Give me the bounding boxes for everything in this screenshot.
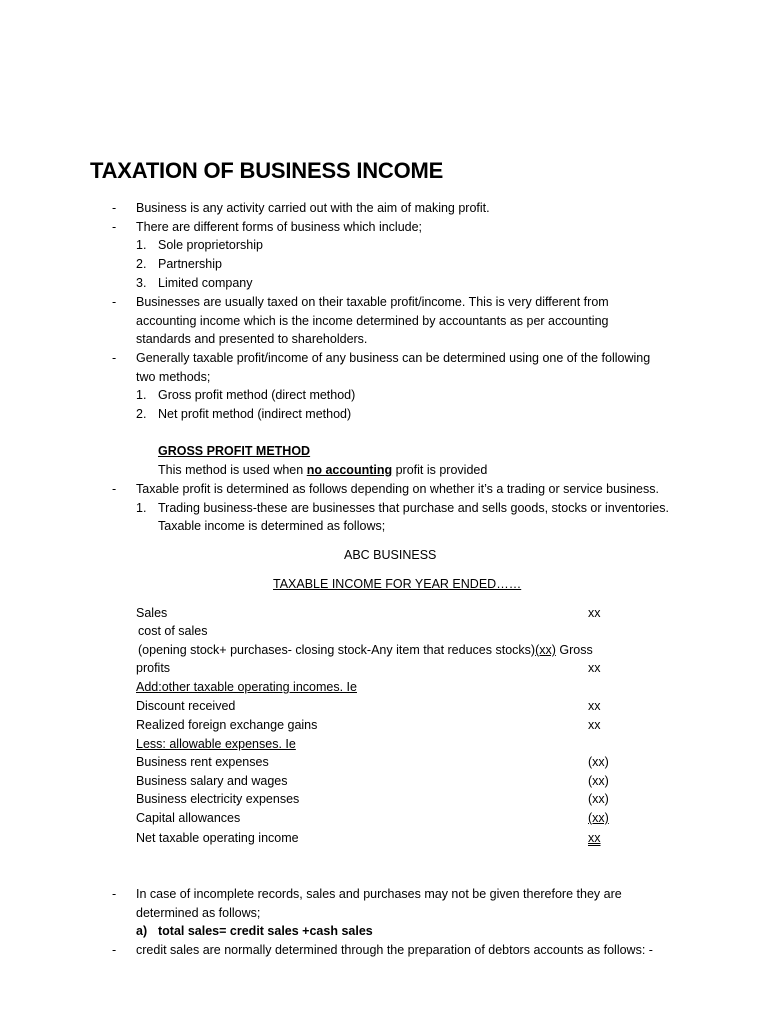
bullet-text: Generally taxable profit/income of any business can be determined using one of the following xyxy=(136,351,651,365)
statement-label: Discount received xyxy=(136,699,236,713)
statement-label: Business rent expenses xyxy=(136,755,269,769)
list-item: Partnership xyxy=(158,257,222,271)
statement-total: xx xyxy=(588,831,601,845)
statement-label: profits xyxy=(136,661,171,675)
bullet-dash: - xyxy=(112,295,117,309)
statement-label: cost of sales xyxy=(138,624,208,638)
statement-subheading: Less: allowable expenses. Ie xyxy=(136,737,296,751)
statement-label xyxy=(138,641,593,659)
section-heading: GROSS PROFIT METHOD xyxy=(158,444,311,458)
list-number: 1. xyxy=(136,388,147,402)
intro-emphasis: no accounting xyxy=(306,463,393,477)
bullet-dash: - xyxy=(112,351,117,365)
bullet-dash: - xyxy=(112,482,117,496)
bullet-text: accounting income which is the income determined by accountants as per accounting xyxy=(136,314,609,328)
bullet-text: determined as follows; xyxy=(136,906,261,920)
bullet-dash: - xyxy=(112,887,117,901)
statement-value: xx xyxy=(588,718,601,732)
list-letter: a) xyxy=(136,924,148,938)
statement-label: Sales xyxy=(136,606,168,620)
list-item: Limited company xyxy=(158,276,253,290)
statement-label: Net taxable operating income xyxy=(136,831,299,845)
bullet-text: In case of incomplete records, sales and purchases may not be given therefore they are xyxy=(136,887,622,901)
statement-label: Realized foreign exchange gains xyxy=(136,718,318,732)
bullet-text: Businesses are usually taxed on their taxable profit/income. This is very different from xyxy=(136,295,609,309)
statement-value: (xx) xyxy=(588,774,609,788)
bullet-text: standards and presented to shareholders. xyxy=(136,332,368,346)
list-number: 3. xyxy=(136,276,147,290)
statement-company: ABC BUSINESS xyxy=(344,548,437,562)
bullet-dash: - xyxy=(112,201,117,215)
cos-detail: (opening stock+ purchases- closing stock-Any item that reduces stocks) xyxy=(138,643,536,657)
list-number: 1. xyxy=(136,501,147,515)
statement-value: (xx) xyxy=(588,792,609,806)
statement-label: Capital allowances xyxy=(136,811,241,825)
list-item: Trading business-these are businesses that purchase and sells goods, stocks or inventories. xyxy=(158,501,669,515)
intro-pre: This method is used when xyxy=(158,463,307,477)
formula-text: total sales= credit sales +cash sales xyxy=(158,924,373,938)
statement-subheading: Add:other taxable operating incomes. Ie xyxy=(136,680,357,694)
bullet-dash: - xyxy=(112,220,117,234)
bullet-text: two methods; xyxy=(136,370,211,384)
statement-heading: TAXABLE INCOME FOR YEAR ENDED…… xyxy=(273,577,522,591)
list-item: Taxable income is determined as follows; xyxy=(158,519,386,533)
list-item: Sole proprietorship xyxy=(158,238,263,252)
bullet-text: Taxable profit is determined as follows depending on whether it’s a trading or service business. xyxy=(136,482,659,496)
statement-value: (xx) xyxy=(588,811,609,825)
cos-detail-post: Gross xyxy=(555,643,593,657)
statement-label: Business salary and wages xyxy=(136,774,288,788)
statement-value: xx xyxy=(588,661,601,675)
document-title: TAXATION OF BUSINESS INCOME xyxy=(90,158,444,183)
list-number: 2. xyxy=(136,257,147,271)
bullet-text: credit sales are normally determined through the preparation of debtors accounts as follows: - xyxy=(136,943,653,957)
statement-value: (xx) xyxy=(588,755,609,769)
intro-post: profit is provided xyxy=(392,463,488,477)
statement-value: xx xyxy=(588,606,601,620)
list-item: Gross profit method (direct method) xyxy=(158,388,356,402)
cos-detail-value: (xx) xyxy=(535,643,556,657)
bullet-dash: - xyxy=(112,943,117,957)
statement-value: xx xyxy=(588,699,601,713)
intro-line xyxy=(158,461,487,479)
bullet-text: Business is any activity carried out with the aim of making profit. xyxy=(136,201,490,215)
statement-label: Business electricity expenses xyxy=(136,792,300,806)
list-number: 2. xyxy=(136,407,147,421)
bullet-text: There are different forms of business which include; xyxy=(136,220,423,234)
list-number: 1. xyxy=(136,238,147,252)
list-item: Net profit method (indirect method) xyxy=(158,407,352,421)
